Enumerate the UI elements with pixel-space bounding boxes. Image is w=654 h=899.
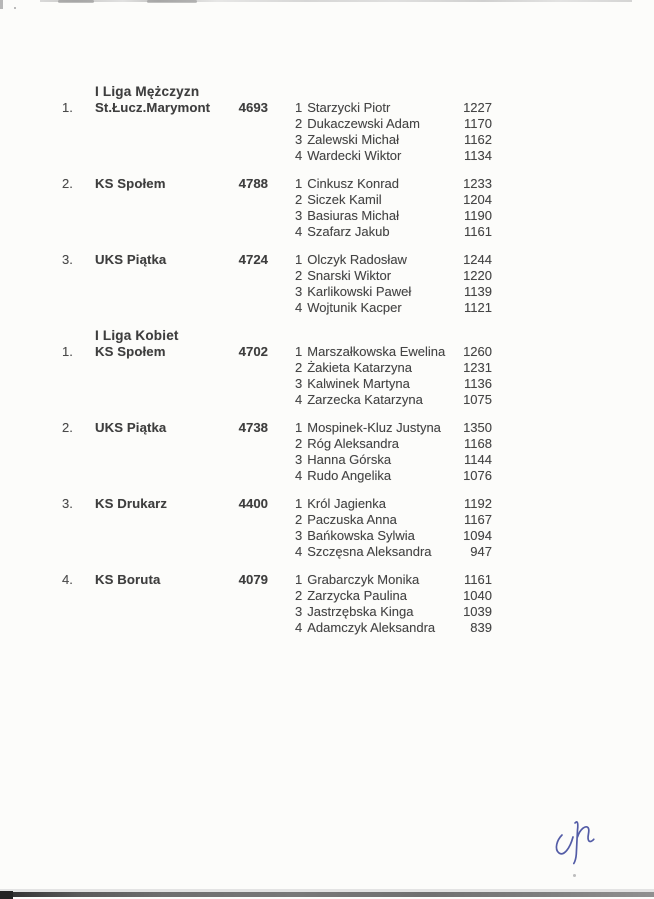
player-name: Jastrzębska Kinga [307,604,414,619]
player-name: Siczek Kamil [307,192,382,207]
player-name: Rudo Angelika [307,468,392,483]
player-identity [295,436,399,452]
player-name: Karlikowski Paweł [307,284,412,299]
player-score: 1136 [464,376,492,391]
player-identity [295,420,441,436]
player-number: 1 [295,252,303,267]
players-list [295,100,492,164]
player-score: 1220 [463,268,492,283]
team-row [0,176,654,240]
player-row [295,132,492,148]
player-number: 2 [295,360,303,375]
team-total-score: 4693 [238,100,268,115]
players-list [295,572,492,636]
player-identity [295,360,412,376]
player-name: Mospinek-Kluz Justyna [307,420,441,435]
player-name: Kalwinek Martyna [307,376,410,391]
player-name: Zarzecka Katarzyna [307,392,423,407]
scan-artifact-bottom-corner [0,891,13,899]
player-score: 1139 [464,284,492,299]
player-name: Dukaczewski Adam [307,116,420,131]
player-row [295,376,492,392]
player-identity [295,284,411,300]
player-name: Zarzycka Paulina [307,588,407,603]
team-name: KS Społem [95,176,166,191]
team-total-score: 4788 [238,176,268,191]
players-list [295,344,492,408]
player-number: 1 [295,572,303,587]
player-number: 4 [295,300,303,315]
player-score: 1204 [463,192,492,207]
player-number: 3 [295,604,303,619]
team-rank: 3. [62,252,73,267]
player-identity [295,116,420,132]
player-row [295,116,492,132]
team-name: KS Drukarz [95,496,168,511]
player-identity [295,132,399,148]
players-list [295,176,492,240]
player-row [295,392,492,408]
player-number: 1 [295,344,303,359]
player-row [295,176,492,192]
player-row [295,604,492,620]
team-row [0,496,654,560]
team-name: UKS Piątka [95,252,167,267]
player-row [295,344,492,360]
player-number: 1 [295,420,303,435]
player-identity [295,604,413,620]
player-score: 1167 [464,512,492,527]
team-name: UKS Piątka [95,420,167,435]
team-total-score: 4702 [238,344,268,359]
player-identity [295,496,386,512]
player-identity [295,176,399,192]
player-number: 1 [295,100,303,115]
player-row [295,192,492,208]
team-name: St.Łucz.Marymont [95,100,211,115]
player-name: Paczuska Anna [307,512,397,527]
player-name: Wojtunik Kacper [307,300,402,315]
player-row [295,436,492,452]
player-name: Król Jagienka [307,496,387,511]
player-number: 4 [295,392,303,407]
player-row [295,420,492,436]
section-men [0,84,654,316]
player-score: 839 [470,620,492,635]
players-list [295,496,492,560]
team-total-score: 4724 [238,252,268,267]
player-score: 1350 [463,420,492,435]
player-identity [295,100,390,116]
player-score: 1039 [463,604,492,619]
player-row [295,528,492,544]
player-identity [295,300,402,316]
player-row [295,512,492,528]
scan-speck [573,874,576,877]
player-score: 1161 [464,572,492,587]
player-identity [295,392,423,408]
player-name: Róg Aleksandra [307,436,400,451]
player-identity [295,268,391,284]
player-number: 4 [295,544,303,559]
team-name: KS Boruta [95,572,161,587]
player-number: 3 [295,284,303,299]
player-number: 4 [295,468,303,483]
player-name: Wardecki Wiktor [307,148,402,163]
team-total-score: 4400 [238,496,268,511]
section-title: I Liga Mężczyzn [95,84,200,99]
player-name: Szafarz Jakub [307,224,390,239]
team-rank: 2. [62,176,73,191]
player-name: Żakieta Katarzyna [307,360,413,375]
player-name: Zalewski Michał [307,132,399,147]
player-score: 1190 [464,208,492,223]
team-total-score: 4738 [238,420,268,435]
player-identity [295,208,399,224]
player-number: 3 [295,208,303,223]
player-row [295,208,492,224]
player-row [295,468,492,484]
player-score: 1162 [464,132,492,147]
player-name: Snarski Wiktor [307,268,392,283]
player-identity [295,572,419,588]
team-rank: 1. [62,100,73,115]
players-list [295,420,492,484]
player-score: 1192 [464,496,492,511]
player-identity [295,528,415,544]
player-identity [295,468,391,484]
player-score: 1094 [463,528,492,543]
team-rank: 4. [62,572,73,587]
player-name: Hanna Górska [307,452,392,467]
player-row [295,544,492,560]
player-row [295,252,492,268]
player-identity [295,148,401,164]
scan-artifact-bottom-edge [0,892,654,897]
player-score: 1227 [463,100,492,115]
signature [550,810,610,872]
player-number: 3 [295,528,303,543]
player-row [295,452,492,468]
player-row [295,148,492,164]
player-row [295,620,492,636]
player-identity [295,512,397,528]
player-row [295,268,492,284]
team-rank: 3. [62,496,73,511]
player-score: 1134 [464,148,492,163]
player-name: Marszałkowska Ewelina [307,344,446,359]
team-total-score: 4079 [238,572,268,587]
player-identity [295,252,407,268]
player-name: Szczęsna Aleksandra [307,544,432,559]
team-name: KS Społem [95,344,166,359]
player-score: 1076 [463,468,492,483]
player-identity [295,224,390,240]
player-number: 2 [295,436,303,451]
team-row [0,252,654,316]
player-identity [295,192,382,208]
player-score: 1170 [464,116,492,131]
player-row [295,224,492,240]
scan-artifact-bottom-soft [0,889,654,892]
player-name: Bańkowska Sylwia [307,528,415,543]
player-number: 1 [295,496,303,511]
player-identity [295,344,445,360]
team-row [0,572,654,636]
section-women [0,328,654,636]
team-row [0,420,654,484]
section-title: I Liga Kobiet [95,328,179,343]
player-row [295,496,492,512]
player-score: 1161 [464,224,492,239]
player-score: 1233 [463,176,492,191]
players-list [295,252,492,316]
player-row [295,360,492,376]
player-number: 2 [295,268,303,283]
player-score: 1244 [463,252,492,267]
player-score: 1168 [464,436,492,451]
player-identity [295,452,391,468]
player-row [295,284,492,300]
player-number: 2 [295,116,303,131]
player-name: Adamczyk Aleksandra [307,620,436,635]
player-name: Basiuras Michał [307,208,399,223]
team-rank: 2. [62,420,73,435]
player-number: 2 [295,192,303,207]
player-name: Olczyk Radosław [307,252,407,267]
player-row [295,588,492,604]
player-score: 1075 [463,392,492,407]
player-identity [295,544,432,560]
player-row [295,300,492,316]
team-rank: 1. [62,344,73,359]
player-number: 4 [295,224,303,239]
player-number: 1 [295,176,303,191]
player-number: 2 [295,588,303,603]
player-score: 1231 [463,360,492,375]
player-score: 1144 [464,452,492,467]
player-number: 3 [295,132,303,147]
player-name: Starzycki Piotr [307,100,391,115]
player-number: 2 [295,512,303,527]
player-number: 3 [295,452,303,467]
player-row [295,572,492,588]
player-number: 3 [295,376,303,391]
player-score: 947 [470,544,492,559]
player-score: 1040 [463,588,492,603]
player-name: Cinkusz Konrad [307,176,400,191]
player-identity [295,620,435,636]
team-row [0,100,654,164]
player-number: 4 [295,620,303,635]
player-score: 1121 [464,300,492,315]
team-row [0,344,654,408]
player-identity [295,588,407,604]
player-score: 1260 [463,344,492,359]
player-name: Grabarczyk Monika [307,572,420,587]
player-row [295,100,492,116]
player-identity [295,376,410,392]
player-number: 4 [295,148,303,163]
